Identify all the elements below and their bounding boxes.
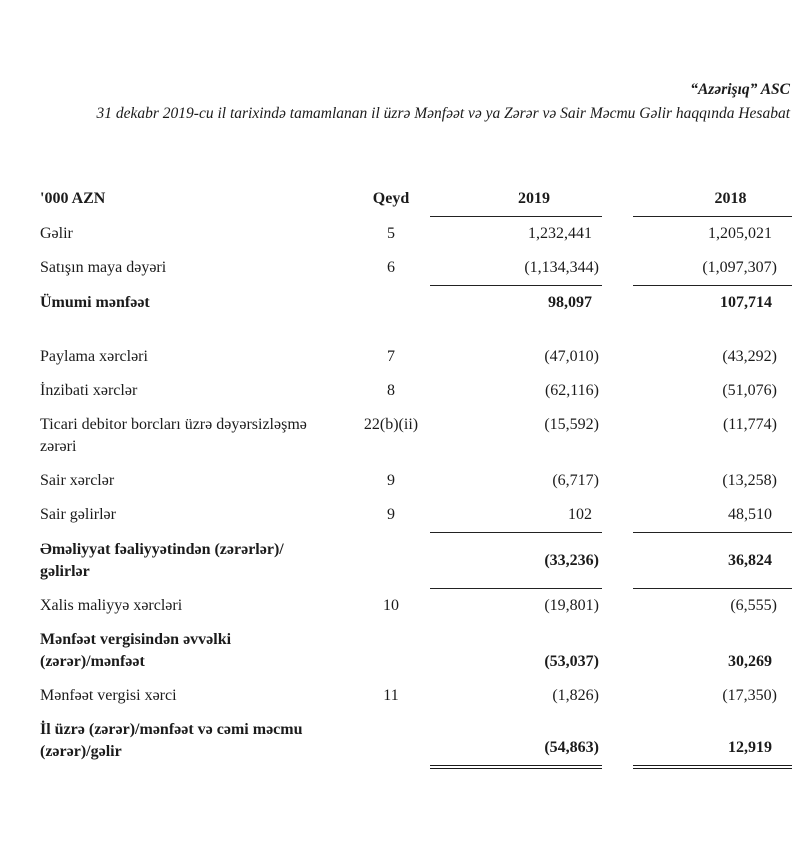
table-section-spacer [40, 320, 792, 340]
row-value-2019: (6,717) [552, 472, 599, 489]
row-label: İl üzrə (zərər)/mənfəət və cəmi məcmu (zərər)/gəlir [40, 721, 303, 760]
row-value-2018: (11,774) [722, 416, 777, 433]
table-row-income-tax-expense [40, 679, 792, 713]
row-value-2019: 102 [430, 498, 602, 533]
table-row-distribution-expenses [40, 340, 792, 374]
row-label: İnzibati xərclər [40, 382, 138, 399]
row-value-2019: 98,097 [548, 294, 592, 311]
row-note: 9 [387, 472, 395, 489]
row-value-2019: (53,037) [544, 653, 599, 670]
row-note [352, 533, 430, 589]
row-value-2019: (33,236) [430, 533, 602, 589]
row-note: 6 [387, 259, 395, 276]
row-value-2018: 30,269 [728, 653, 772, 670]
row-note [352, 713, 430, 769]
table-row-other-income [40, 498, 792, 533]
row-note [352, 286, 430, 320]
row-label: Mənfəət vergisi xərci [40, 687, 177, 704]
report-title: 31 dekabr 2019-cu il tarixində tamamlanan il üzrə Mənfəət və ya Zərər və Sair Məcmu Gəlir haqqında Hesabat [96, 105, 790, 122]
col-header-2018: 2018 [633, 182, 792, 217]
row-value-2018: 36,824 [633, 533, 792, 589]
row-label: Mənfəət vergisindən əvvəlki (zərər)/mənfəət [40, 631, 232, 670]
table-row-other-expenses [40, 464, 792, 498]
row-note: 7 [387, 348, 395, 365]
col-header-unit: '000 AZN [40, 190, 106, 207]
row-label: Əməliyyat fəaliyyətindən (zərərlər)/ gəlirlər [40, 541, 284, 580]
row-label: Ümumi mənfəət [40, 294, 150, 311]
row-value-2019: (15,592) [544, 416, 599, 433]
row-value-2018: (51,076) [722, 382, 777, 399]
row-note [352, 623, 430, 679]
row-note: 10 [383, 597, 399, 614]
table-row-administrative-expenses [40, 374, 792, 408]
table-row-cost-of-sales [40, 251, 792, 286]
row-value-2018: 107,714 [720, 294, 772, 311]
row-label: Paylama xərcləri [40, 348, 148, 365]
row-value-2019: (62,116) [544, 382, 599, 399]
table-header-row [40, 182, 792, 217]
row-value-2019: (54,863) [430, 713, 602, 769]
row-value-2019: (1,826) [552, 687, 599, 704]
table-row-revenue [40, 217, 792, 251]
row-value-2018: 1,205,021 [708, 225, 772, 242]
row-value-2019: 1,232,441 [528, 225, 592, 242]
company-name: “Azərişıq” ASC [690, 81, 790, 98]
row-value-2018: 12,919 [633, 713, 792, 769]
row-label: Ticari debitor borcları üzrə dəyərsizləşmə zərəri [40, 416, 307, 455]
row-label: Sair gəlirlər [40, 506, 116, 523]
row-value-2019: (1,134,344) [430, 251, 602, 286]
table-row-total-comprehensive-result [40, 713, 792, 769]
row-value-2019: (19,801) [544, 597, 599, 614]
document-header [0, 80, 800, 124]
row-value-2018: (1,097,307) [633, 251, 792, 286]
table-row-operating-result [40, 533, 792, 589]
table-row-gross-profit [40, 286, 792, 320]
row-value-2018: (43,292) [722, 348, 777, 365]
row-label: Xalis maliyyə xərcləri [40, 597, 183, 614]
col-header-2019: 2019 [430, 182, 602, 217]
row-note: 9 [387, 506, 395, 523]
table-row-result-before-tax [40, 623, 792, 679]
income-statement-table [40, 182, 792, 769]
table-row-net-finance-costs [40, 589, 792, 623]
row-label: Satışın maya dəyəri [40, 259, 167, 276]
row-value-2018: (6,555) [730, 597, 777, 614]
col-header-note: Qeyd [372, 190, 410, 207]
row-note: 22(b)(ii) [363, 416, 419, 433]
row-note: 8 [387, 382, 395, 399]
table-row-impairment-loss [40, 408, 792, 464]
row-value-2018: (17,350) [722, 687, 777, 704]
row-value-2018: (13,258) [722, 472, 777, 489]
row-label: Sair xərclər [40, 472, 115, 489]
row-note: 5 [387, 225, 395, 242]
row-label: Gəlir [40, 225, 73, 242]
row-value-2018: 48,510 [633, 498, 792, 533]
row-value-2019: (47,010) [544, 348, 599, 365]
row-note: 11 [383, 687, 399, 704]
